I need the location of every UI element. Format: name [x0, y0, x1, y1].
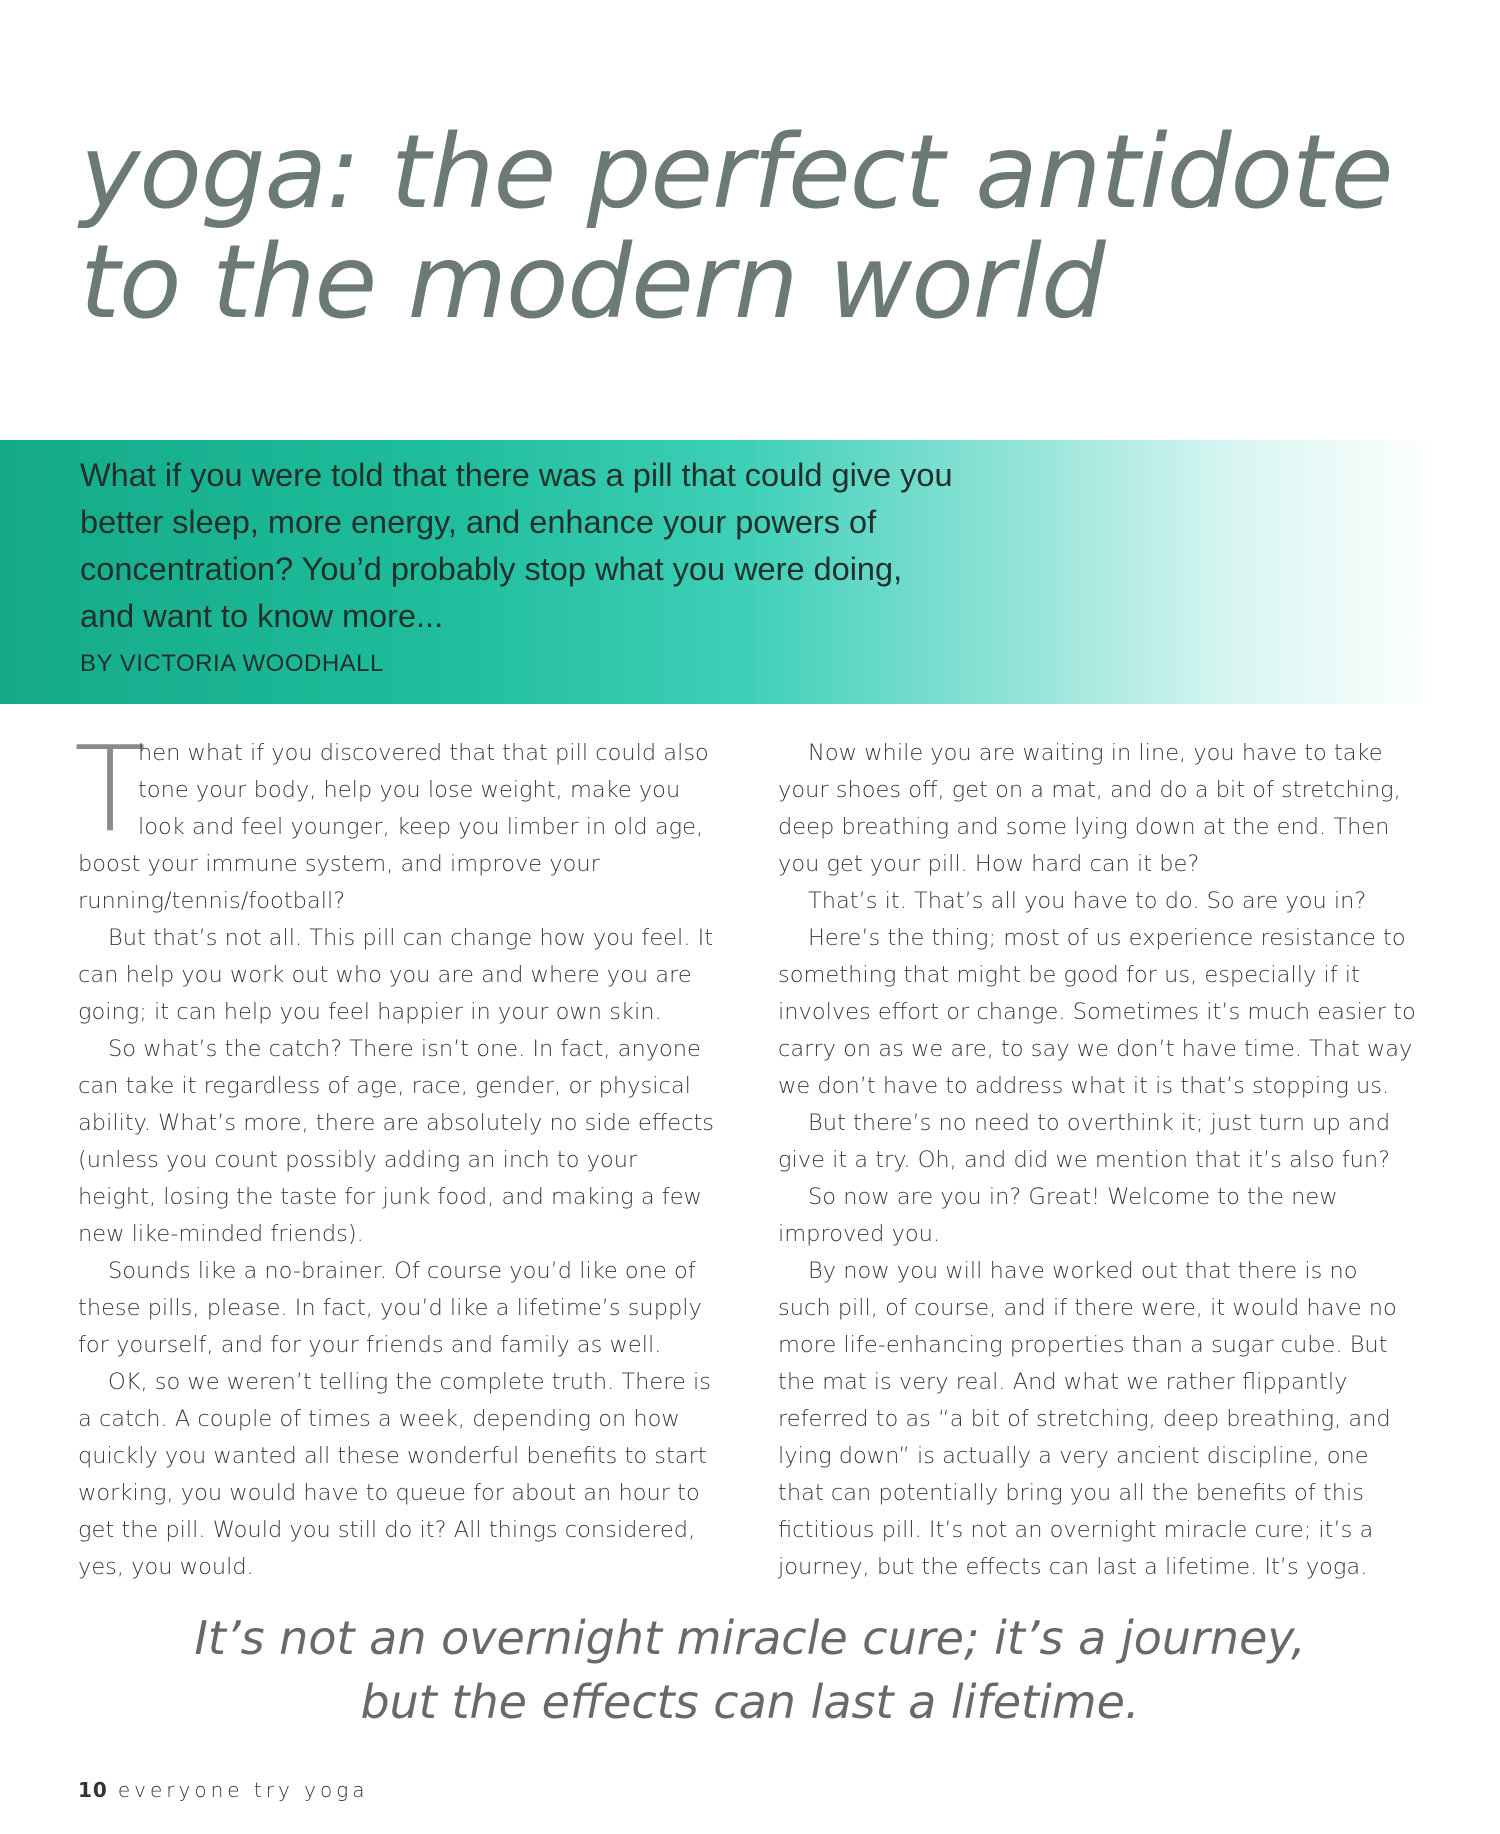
left-paragraph-2: But that’s not all. This pill can change how you feel. It can help you work out who you are and where you are going; it can help you feel happier in your own skin. — [78, 925, 714, 1025]
left-paragraph-1-text: hen what if you discovered that that pill could also tone your body, help you lose weight, make you look and feel younger, keep you limber in old age, boost your immune system, and improve your running/tennis/football? — [78, 740, 709, 914]
pull-quote-line-1: It’s not an overnight miracle cure; it’s a journey, — [194, 1611, 1306, 1665]
magazine-title: everyone try yoga — [117, 1778, 369, 1802]
right-paragraph-4: But there’s no need to overthink it; just turn up and give it a try. Oh, and did we mention that it’s also fun? — [778, 1110, 1391, 1173]
pull-quote — [100, 1606, 1400, 1734]
pull-quote-line-2: but the effects can last a lifetime. — [360, 1675, 1140, 1729]
byline: BY VICTORIA WOODHALL — [80, 650, 384, 677]
right-paragraph-5: So now are you in? Great! Welcome to the new improved you. — [778, 1184, 1338, 1247]
headline-line-2: to the modern world — [80, 223, 1105, 343]
article-headline — [80, 113, 1460, 343]
left-paragraph-4: Sounds like a no-brainer. Of course you’d like one of these pills, please. In fact, you’d like a lifetime’s supply for yourself, and for your friends and family as well. — [78, 1258, 702, 1358]
left-paragraph-5: OK, so we weren’t telling the complete truth. There is a catch. A couple of times a week, depending on how quickly you wanted all these wonderful benefits to start working, you would have to queue for about an hour to get the pill. Would you still do it? All things considered, yes, you would. — [78, 1369, 711, 1580]
right-paragraph-1: Now while you are waiting in line, you have to take your shoes off, get on a mat, and do a bit of stretching, deep breathing and some lying down at the end. Then you get your pill. How hard can it be? — [778, 740, 1401, 877]
drop-cap: T — [74, 720, 147, 858]
left-column — [74, 720, 716, 1586]
standfirst-text: What if you were told that there was a pill that could give you better sleep, more energy, and enhance your powers of concentration? You’d probably stop what you were doing, and want to know more... — [80, 457, 953, 634]
right-column — [778, 735, 1416, 1586]
left-paragraph-1 — [74, 720, 716, 920]
page-number: 10 — [78, 1778, 108, 1802]
page-footer — [78, 1778, 369, 1802]
right-paragraph-2: That’s it. That’s all you have to do. So are you in? — [808, 888, 1367, 914]
left-paragraph-3: So what’s the catch? There isn’t one. In fact, anyone can take it regardless of age, race, gender, or physical ability. What’s more, there are absolutely no side effects (unless you count possibly adding an inch to your height, losing the taste for junk food, and making a few new like-minded friends). — [78, 1036, 714, 1247]
right-paragraph-6: By now you will have worked out that there is no such pill, of course, and if there were, it would have no more life-enhancing properties than a sugar cube. But the mat is very real. And what we rather flippantly referred to as “a bit of stretching, deep breathing, and lying down” is actually a very ancient discipline, one that can potentially bring you all the benefits of this fictitious pill. It’s not an overnight miracle cure; it’s a journey, but the effects can last a lifetime. It’s yoga. — [778, 1258, 1397, 1580]
right-paragraph-3: Here’s the thing; most of us experience resistance to something that might be good for us, especially if it involves effort or change. Sometimes it’s much easier to carry on as we are, to say we don’t have time. That way we don’t have to address what it is that’s stopping us. — [778, 925, 1416, 1099]
headline-line-1: yoga: the perfect antidote — [80, 113, 1393, 232]
